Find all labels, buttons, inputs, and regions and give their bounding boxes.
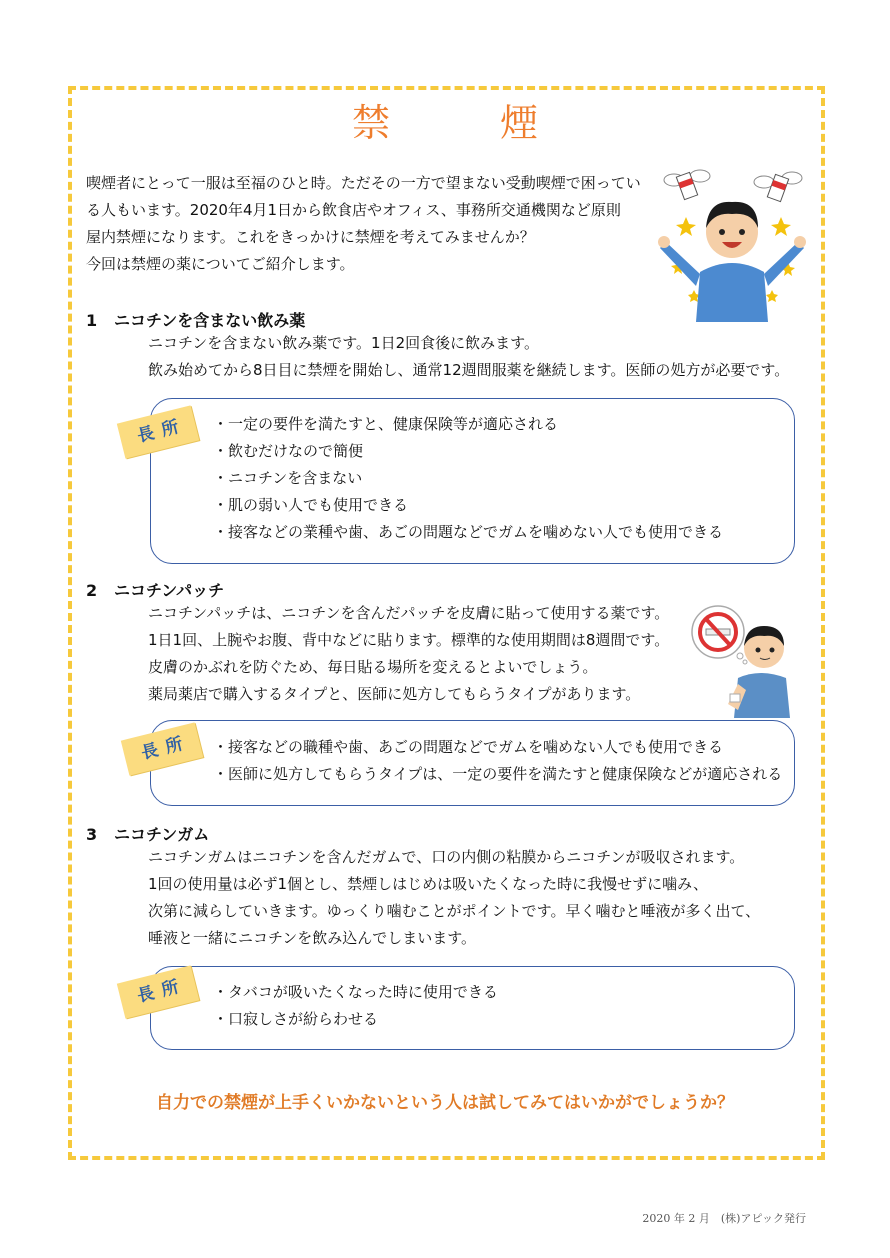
intro-line: る人もいます。2020年4月1日から飲食店やオフィス、事務所交通機関など原則 [86,201,621,219]
no-smoking-icon [692,606,747,664]
section-2-heading [86,578,224,601]
body-line: 薬局薬店で購入するタイプと、医師に処方してもらうタイプがあります。 [148,685,641,703]
merits-list [213,979,498,1033]
intro-line: 喫煙者にとって一服は至福のひと時。ただその一方で望まない受動喫煙で困ってい [86,174,641,192]
happy-man-illustration [656,162,808,322]
merit-item: ・口寂しさが紛らわせる [213,1010,379,1028]
section-title: ニコチンパッチ [114,581,225,600]
merit-item: ・一定の要件を満たすと、健康保険等が適応される [213,415,559,433]
body-line: ニコチンパッチは、ニコチンを含んだパッチを皮膚に貼って使用する薬です。 [148,604,670,622]
section-number: 2 [86,581,98,600]
body-line: 1日1回、上腕やお腹、背中などに貼ります。標準的な使用期間は8週間です。 [148,631,670,649]
body-line: 1回の使用量は必ず1個とし、禁煙しはじめは吸いたくなった時に我慢せずに噛み、 [148,875,708,893]
section-1-body [148,330,789,384]
body-line: 唾液と一緒にニコチンを飲み込んでしまいます。 [148,929,477,947]
merit-item: ・ニコチンを含まない [213,469,363,487]
patch-man-illustration [690,604,794,718]
intro-line: 屋内禁煙になります。これをきっかけに禁煙を考えてみませんか？ [86,228,535,246]
publisher-footer: 2020 年 2 月 (株)アピック発行 [642,1212,806,1225]
merits-box-3 [150,966,795,1050]
merit-item: ・タバコが吸いたくなった時に使用できる [213,983,498,1001]
section-title: ニコチンを含まない飲み薬 [114,311,306,330]
merit-item: ・接客などの職種や歯、あごの問題などでガムを噛めない人でも使用できる [213,738,724,756]
page-title: 禁 煙 [351,101,574,145]
section-3-body [148,844,760,952]
section-3-heading [86,822,209,845]
merit-item: ・接客などの業種や歯、あごの問題などでガムを噛めない人でも使用できる [213,523,724,541]
merits-tag: 長所 [117,405,199,458]
flying-cigarette-icon [754,172,802,202]
intro-paragraph [86,170,666,278]
body-line: 皮膚のかぶれを防ぐため、毎日貼る場所を変えるとよいでしょう。 [148,658,598,676]
body-line: 次第に減らしていきます。ゆっくり噛むことがポイントです。早く噛むと唾液が多く出て、 [148,902,761,920]
body-line: ニコチンガムはニコチンを含んだガムで、口の内側の粘膜からニコチンが吸収されます。 [148,848,745,866]
body-line: 飲み始めてから8日目に禁煙を開始し、通常12週間服薬を継続します。医師の処方が必要です。 [148,361,790,379]
merits-list [213,411,723,546]
section-title: ニコチンガム [114,825,210,844]
intro-line: 今回は禁煙の薬についてご紹介します。 [86,255,355,273]
merits-box-1 [150,398,795,564]
merits-box-2 [150,720,795,806]
closing-message: 自力での禁煙が上手くいかないという人は試してみてはいかがでしょうか？ [156,1093,734,1113]
merit-item: ・飲むだけなので簡便 [213,442,364,460]
merits-tag: 長所 [121,722,203,775]
flying-cigarette-icon [664,170,710,200]
section-2-body [148,600,669,708]
merits-list [213,734,782,788]
section-number: 3 [86,825,98,844]
section-1-heading [86,308,305,331]
section-number: 1 [86,311,98,330]
merit-item: ・肌の弱い人でも使用できる [213,496,409,514]
merits-tag: 長所 [117,965,199,1018]
body-line: ニコチンを含まない飲み薬です。1日2回食後に飲みます。 [148,334,539,352]
merit-item: ・医師に処方してもらうタイプは、一定の要件を満たすと健康保険などが適応される [213,765,783,783]
